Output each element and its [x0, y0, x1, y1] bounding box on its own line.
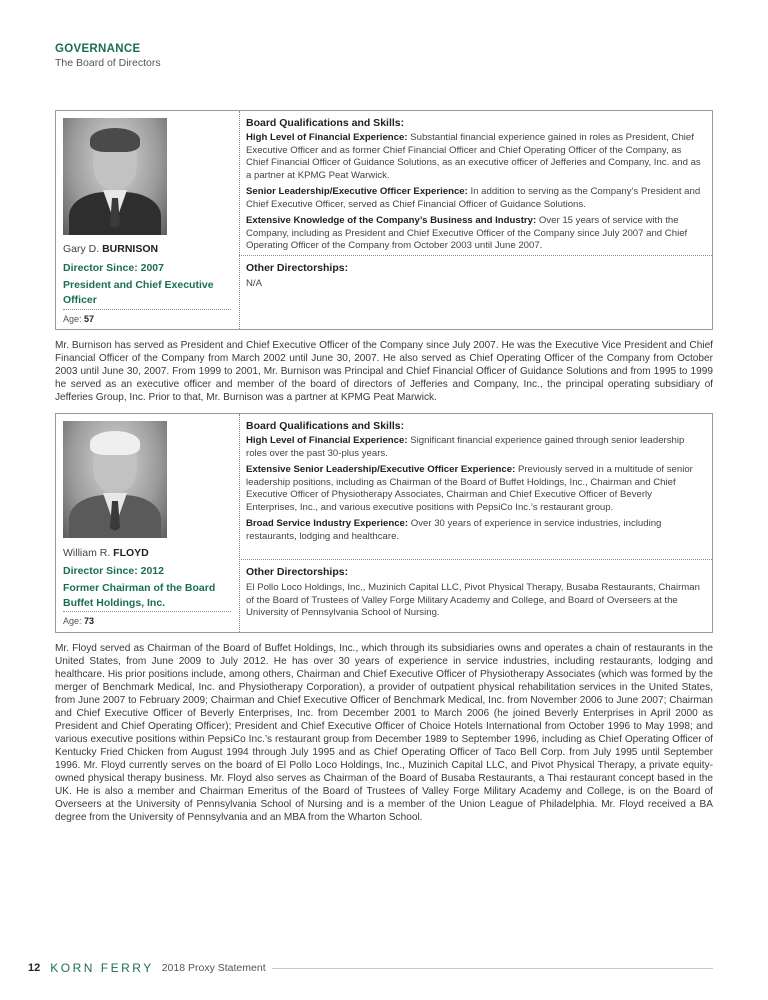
page-footer	[28, 960, 713, 976]
other-directorships-heading: Other Directorships:	[246, 566, 349, 578]
director-first-name: William R.	[63, 547, 111, 559]
other-directorships-text: N/A	[246, 278, 262, 289]
other-directorships-text: El Pollo Loco Holdings, Inc., Muzinich Capital LLC, Pivot Physical Therapy, Busaba Restaurants, Chairman of the Board of Trustees of Valley Forge Military Academy and College, and Board of Overseers at the University of Pennsylvania School of Nursing.	[246, 582, 700, 618]
divider	[239, 559, 712, 560]
divider	[63, 309, 231, 310]
director-role: President and Chief Executive Officer	[63, 279, 214, 306]
qualification-item: Senior Leadership/Executive Officer Experience: In addition to serving as the Company’s President and Chief Executive Officer, served as Chief Financial Officer of Guidance Solutions.	[246, 186, 701, 210]
other-directorships-heading: Other Directorships:	[246, 262, 349, 274]
director-photo-burnison	[63, 118, 167, 235]
director-card-burnison	[55, 110, 713, 330]
director-first-name: Gary D.	[63, 243, 100, 255]
director-qualifications	[246, 111, 704, 329]
director-profile	[56, 111, 240, 329]
page-number: 12	[28, 962, 41, 974]
qualification-item: High Level of Financial Experience: Significant financial experience gained through senior leadership roles over the past 30-plus years.	[246, 435, 685, 459]
director-last-name: FLOYD	[113, 547, 149, 559]
director-age-value: 57	[84, 314, 95, 324]
director-photo-floyd	[63, 421, 167, 538]
qualification-item: Broad Service Industry Experience: Over 30 years of experience in service industries, including restaurants, lodging and healthcare.	[246, 518, 662, 542]
qualification-item: Extensive Knowledge of the Company’s Business and Industry: Over 15 years of service with the Company, including as President and Chief Executive Officer of the Company since July 2007 and Chief Operating Officer of the Company from October 2003 until June 2007.	[246, 215, 688, 251]
brand-logo: KORN FERRY	[50, 961, 154, 975]
director-age: Age: 57	[63, 314, 95, 324]
section-subtitle: The Board of Directors	[55, 57, 161, 69]
section-title: GOVERNANCE	[55, 43, 141, 55]
director-bio-floyd: Mr. Floyd served as Chairman of the Board of Buffet Holdings, Inc., which through its subsidiaries owns and operates a chain of restaurants in the United States, from June 2009 to July 2012. He has over 30 years of experience in service industries, including restaurants, lodging and healthcare. His prior positions include, among others, Chairman and Chief Executive Officer of Physiotherapy Associates (which was formed by the merger of Benchmark Medical, Inc. and Physiotherapy Corporation), a provider of outpatient physical rehabilitation services in the United States, from June 2007 to February 2009; Chairman and Chief Executive Officer of Benchmark Medical, Inc. from November 2006 to June 2007; Chairman and Chief Executive Officer of Beverly Enterprises, Inc. from December 2001 to March 2006 (he joined Beverly Enterprises in April 2000 as President and Chief Operating Officer); President and Chief Executive Officer of Choice Hotels International from October 1996 to May 1998; and various executive positions within PepsiCo Inc.’s restaurant group from December 1989 to September 1996, including as Chief Operating Officer of Kentucky Fried Chicken from August 1994 through July 1995 and as Chief Operating Officer of Taco Bell Corp. from July 1995 until September 1996. Mr. Floyd currently serves on the board of El Pollo Loco Holdings, Inc., Muzinich Capital LLC, and Pivot Physical Therapy, a private equity-owned physical therapy business. Mr. Floyd also serves as Chairman of the Board of Busaba Restaurants, a Thai restaurant concept based in the UK. He is also a member and Chairman Emeritus of the Board of Trustees of Valley Forge Military Academy and College, is on the Board of Overseers at the University of Pennsylvania School of Nursing and is a member of the Union League of Philadelphia. Mr. Floyd received a BA degree from the University of Pennsylvania and an MBA from the Wharton School.	[55, 643, 713, 823]
qualification-item: High Level of Financial Experience: Substantial financial experience gained in roles as President, Chief Executive Officer and as former Chief Financial Officer and Chief Operating Officer of the Company, as Chief Financial Officer of Guidance Solutions, as an executive officer of Jefferies and Company, Inc. and as a partner at KPMG Peat Warwick.	[246, 132, 701, 181]
director-bio-burnison: Mr. Burnison has served as President and Chief Executive Officer of the Company since July 2007. He was the Executive Vice President and Chief Financial Officer of the Company from March 2002 until June 30, 2007. He also served as Chief Operating Officer of the Company from October 2003 until June 30, 2007. From 1999 to 2001, Mr. Burnison was Principal and Chief Financial Officer of Guidance Solutions and from 1995 to 1999 he served as an executive officer and member of the board of directors of Jefferies and Company, Inc., the principal operating subsidiary of Jefferies Group, Inc. Prior to that, Mr. Burnison was a partner at KPMG Peat Marwick.	[55, 340, 713, 403]
director-since: Director Since: 2012	[63, 565, 164, 577]
director-age-value: 73	[84, 616, 95, 626]
director-age: Age: 73	[63, 616, 95, 626]
director-since: Director Since: 2007	[63, 262, 164, 274]
document-title: 2018 Proxy Statement	[161, 962, 266, 974]
divider	[63, 611, 231, 612]
director-name	[63, 243, 158, 255]
qualifications-heading: Board Qualifications and Skills:	[246, 420, 405, 432]
divider	[239, 255, 712, 256]
director-qualifications	[246, 414, 704, 632]
qualification-item: Extensive Senior Leadership/Executive Officer Experience: Previously served in a multitude of senior leadership positions, including as Chairman of the Board of Buffet Holdings, Inc., Chairman and Chief Executive Officer of Physiotherapy Associates, Chairman and Chief Executive Officer of Beverly Enterprises, Inc., and various executive positions with PepsiCo Inc.’s restaurant group.	[246, 464, 693, 513]
director-role: Former Chairman of the Board Buffet Holdings, Inc.	[63, 582, 216, 609]
page-header	[55, 42, 161, 70]
director-last-name: BURNISON	[102, 243, 159, 255]
director-profile	[56, 414, 240, 632]
director-name	[63, 547, 149, 559]
footer-rule	[272, 968, 713, 969]
director-card-floyd	[55, 413, 713, 633]
qualifications-heading: Board Qualifications and Skills:	[246, 117, 405, 129]
